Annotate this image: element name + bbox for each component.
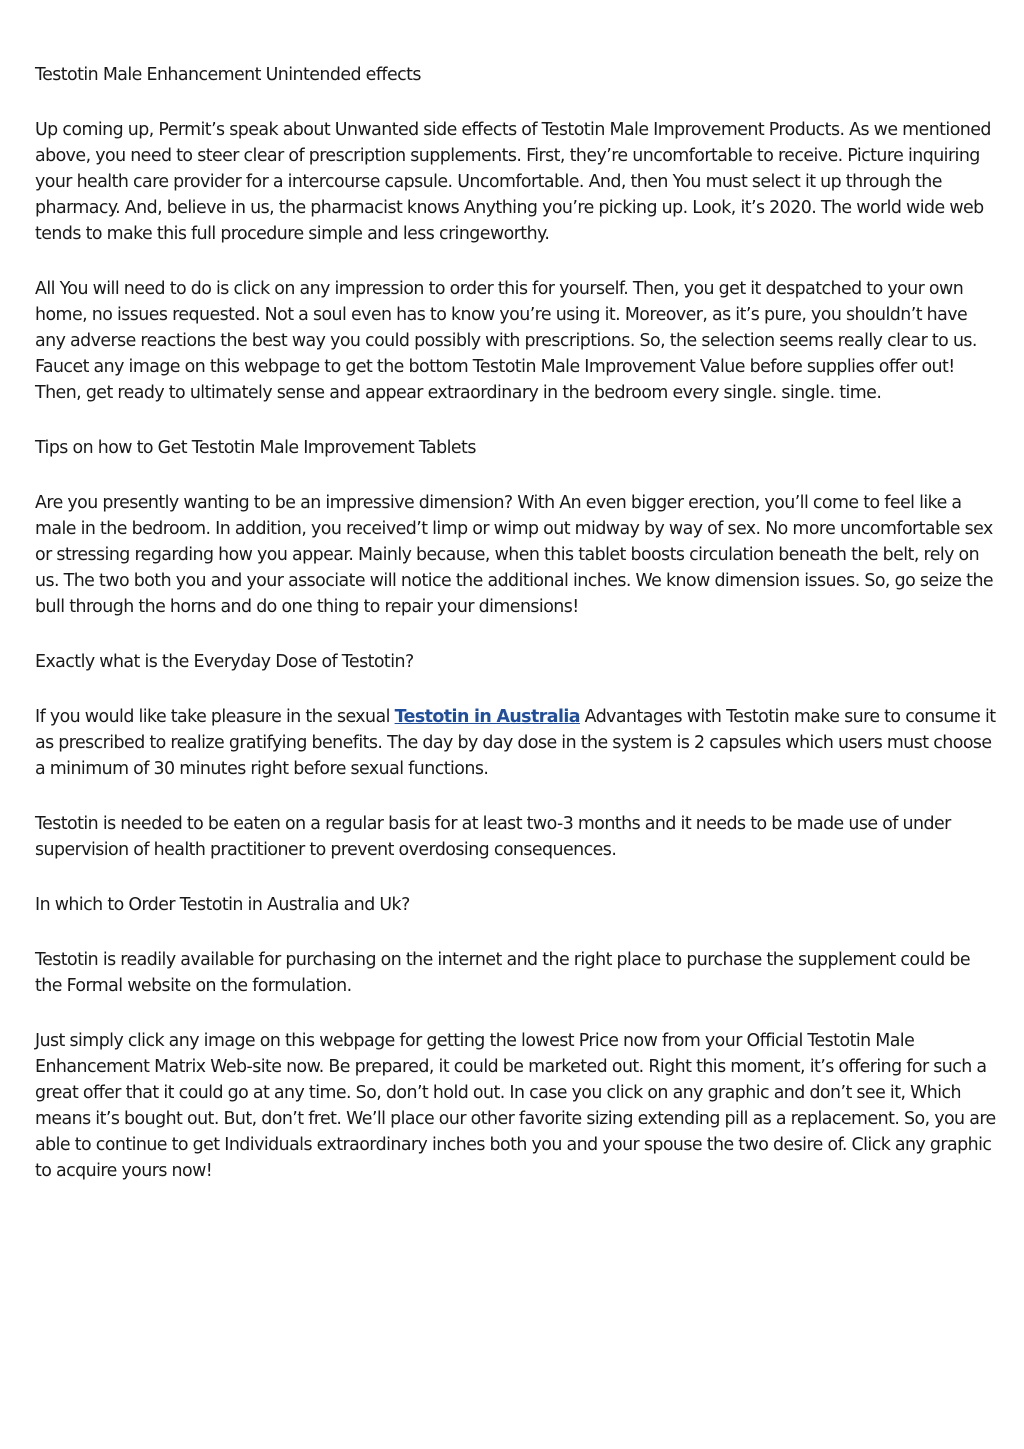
paragraph-availability: Testotin is readily available for purchasing on the internet and the right place to purchase the supplement could be the Formal website on the formulation. — [35, 950, 970, 996]
paragraph-side-effects: Up coming up, Permit’s speak about Unwanted side effects of Testotin Male Improvement Products. As we mentioned above, you need to steer clear of prescription supplements. First, they’re uncomfortable to receive. Picture inquiring your health care provider for a intercourse capsule. Uncomfortable. And, then You must select it up through the pharmacy. And, believe in us, the pharmacist knows Anything you’re picking up. Look, it’s 2020. The world wide web tends to make this full procedure simple and less cringeworthy. — [35, 120, 991, 244]
paragraph-ordering: All You will need to do is click on any impression to order this for yourself. Then, you get it despatched to your own home, no issues requested. Not a soul even has to know you’re using it. Moreover, as it’s pure, you shouldn’t have any adverse reactions the best way you could possibly with prescriptions. So, the selection seems really clear to us. Faucet any image on this webpage to get the bottom Testotin Male Improvement Value before supplies offer out! Then, get ready to ultimately sense and appear extraordinary in the bedroom every single. single. time. — [35, 279, 977, 403]
paragraph-daily-dose — [35, 704, 997, 782]
section-heading-how-to-get: Tips on how to Get Testotin Male Improvement Tablets — [35, 438, 476, 458]
testotin-australia-link[interactable]: Testotin in Australia — [394, 707, 580, 727]
paragraph-dimension: Are you presently wanting to be an impressive dimension? With An even bigger erection, you’ll come to feel like a male in the bedroom. In addition, you received’t limp or wimp out midway by way of sex. No more uncomfortable sex or stressing regarding how you appear. Mainly because, when this tablet boosts circulation beneath the belt, rely on us. The two both you and your associate will notice the additional inches. We know dimension issues. So, go seize the bull through the horns and do one thing to repair your dimensions! — [35, 493, 994, 617]
section-heading-side-effects: Testotin Male Enhancement Unintended effects — [35, 65, 421, 85]
document-page — [35, 62, 997, 1213]
paragraph-daily-dose-text-start: If you would like take pleasure in the sexual — [35, 707, 395, 727]
section-heading-daily-dose: Exactly what is the Everyday Dose of Testotin? — [35, 652, 414, 672]
paragraph-daily-dose-text-end: Advantages with Testotin make sure to consume it as prescribed to realize gratifying benefits. The day by day dose in the system is 2 capsules which users must choose a minimum of 30 minutes right before sexual functions. — [35, 707, 996, 779]
section-heading-where-to-order: In which to Order Testotin in Australia and Uk? — [35, 895, 410, 915]
paragraph-call-to-action: Just simply click any image on this webpage for getting the lowest Price now from your Official Testotin Male Enhancement Matrix Web-site now. Be prepared, it could be marketed out. Right this moment, it’s offering for such a great offer that it could go at any time. So, don’t hold out. In case you click on any graphic and don’t see it, Which means it’s bought out. But, don’t fret. We’ll place our other favorite sizing extending pill as a replacement. So, you are able to continue to get Individuals extraordinary inches both you and your spouse the two desire of. Click any graphic to acquire yours now! — [35, 1031, 996, 1181]
paragraph-regular-use: Testotin is needed to be eaten on a regular basis for at least two-3 months and it needs to be made use of under supervision of health practitioner to prevent overdosing consequences. — [35, 814, 951, 860]
